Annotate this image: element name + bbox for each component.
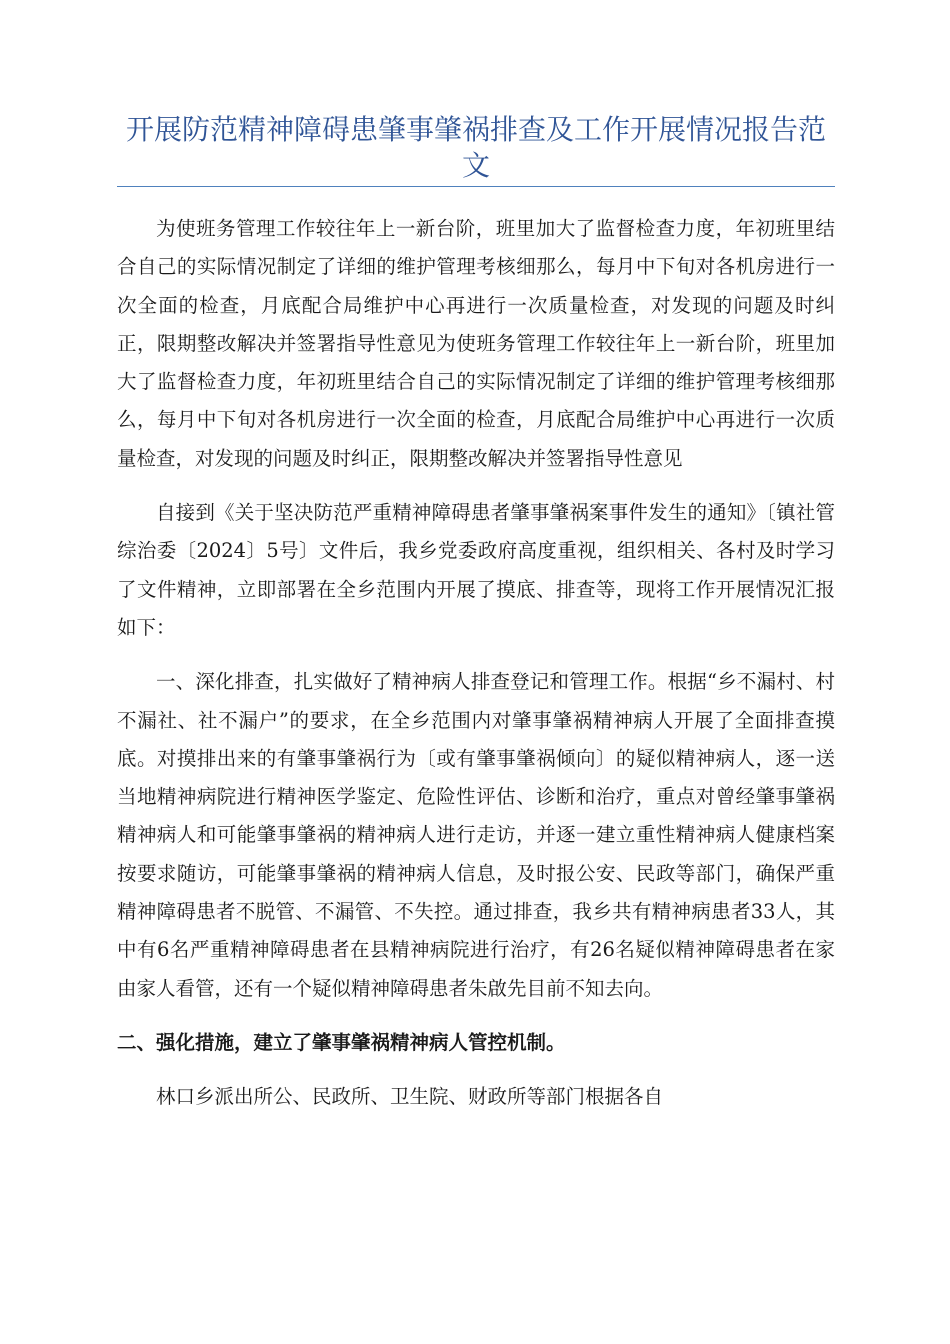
document-title: 开展防范精神障碍患肇事肇祸排查及工作开展情况报告范文 — [125, 113, 826, 182]
paragraph-section-one: 一、深化排查，扎实做好了精神病人排查登记和管理工作。根据“乡不漏村、村不漏社、社不漏户”的要求，在全乡范围内对肇事肇祸精神病人开展了全面排查摸底。对摸排出来的有肇事肇祸行为〔或有肇事肇祸倾向〕的疑似精神病人，逐一送当地精神病院进行精神医学鉴定、危险性评估、诊断和治疗，重点对曾经肇事肇祸精神病人和可能肇事肇祸的精神病人进行走访，并逐一建立重性精神病人健康档案按要求随访，可能肇事肇祸的精神病人信息，及时报公安、民政等部门，确保严重精神障碍患者不脱管、不漏管、不失控。通过排查，我乡共有精神病患者33人，其中有6名严重精神障碍患者在县精神病院进行治疗，有26名疑似精神障碍患者在家由家人看管，还有一个疑似精神障碍患者朱啟先目前不知去向。 — [117, 670, 835, 1000]
title-divider — [117, 186, 835, 187]
section-heading-two: 二、强化措施，建立了肇事肇祸精神病人管控机制。 — [117, 1030, 566, 1054]
paragraph-section-two: 林口乡派出所公、民政所、卫生院、财政所等部门根据各自 — [156, 1085, 664, 1109]
paragraph-intro: 为使班务管理工作较往年上一新台阶，班里加大了监督检查力度，年初班里结合自己的实际情况制定了详细的维护管理考核细那么，每月中下旬对各机房进行一次全面的检查，月底配合局维护中心再进行一次质量检查，对发现的问题及时纠正，限期整改解决并签署指导性意见为使班务管理工作较往年上一新台阶，班里加大了监督检查力度，年初班里结合自己的实际情况制定了详细的维护管理考核细那么，每月中下旬对各机房进行一次全面的检查，月底配合局维护中心再进行一次质量检查，对发现的问题及时纠正，限期整改解决并签署指导性意见 — [117, 217, 835, 470]
paragraph-notice: 自接到《关于坚决防范严重精神障碍患者肇事肇祸案事件发生的通知》〔镇社管综治委〔2024〕5号〕文件后，我乡党委政府高度重视，组织相关、各村及时学习了文件精神，立即部署在全乡范围内开展了摸底、排查等，现将工作开展情况汇报如下： — [117, 501, 835, 639]
document-body — [117, 210, 835, 1133]
